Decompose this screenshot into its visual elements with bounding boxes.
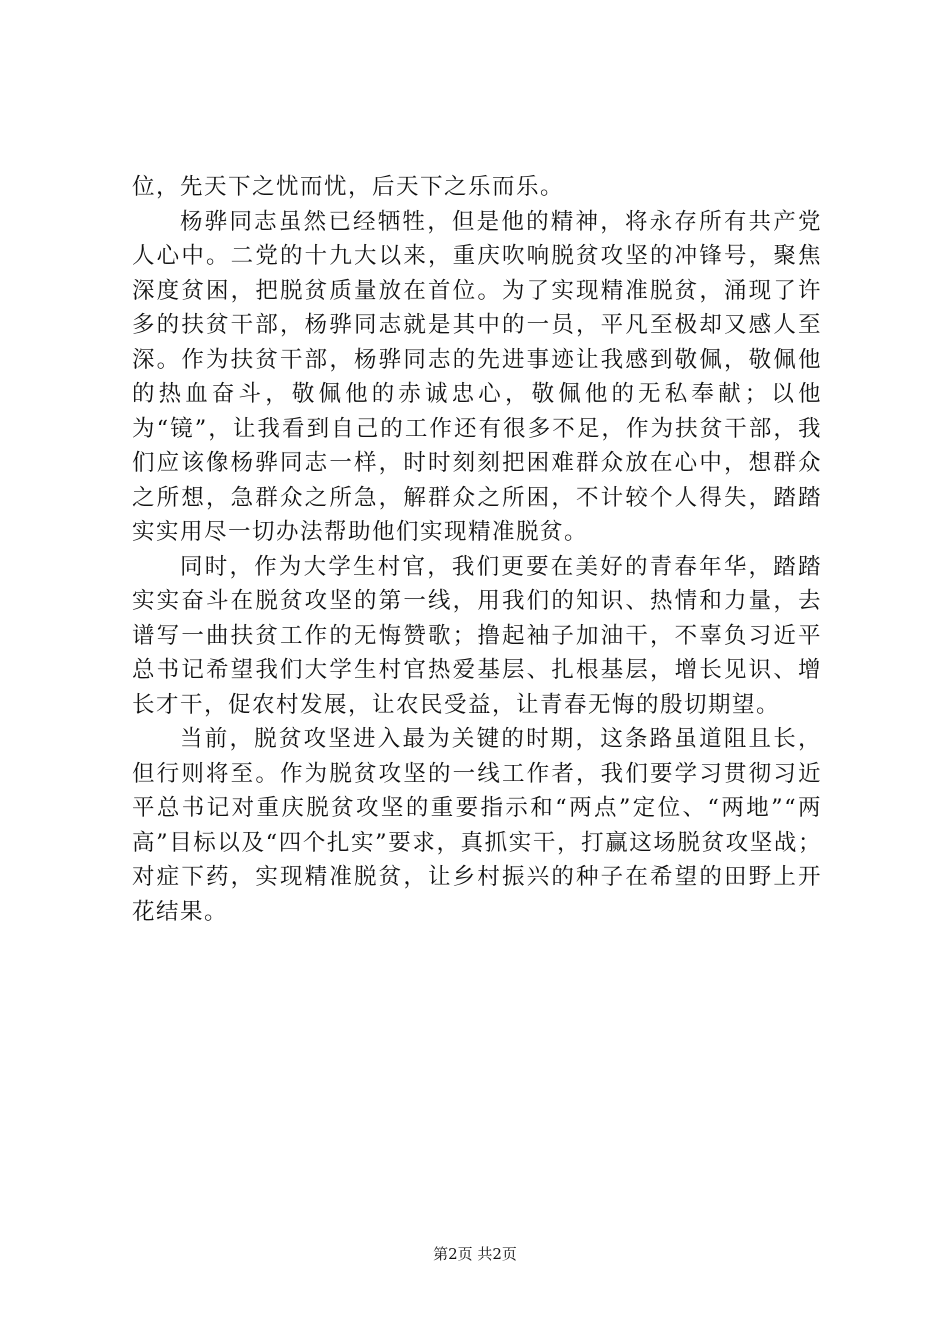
paragraph-continuation: 位，先天下之忧而忧，后天下之乐而乐。 [132,174,565,200]
paragraph-village-official: 同时，作为大学生村官，我们更要在美好的青春年华，踏踏实实奋斗在脱贫攻坚的第一线，用我们的知识、热情和力量，去谱写一曲扶贫工作的无悔赞歌；撸起袖子加油干，不辜负习近平总书记希望我们大学生村官热爱基层、扎根基层，增长见识、增长才干，促农村发展，让农民受益，让青春无悔的殷切期望。 [132,553,822,718]
document-body [132,170,822,929]
paragraph-yang-hua-spirit: 杨骅同志虽然已经牺牲，但是他的精神，将永存所有共产党人心中。二党的十九大以来，重庆吹响脱贫攻坚的冲锋号，聚焦深度贫困，把脱贫质量放在首位。为了实现精准脱贫，涌现了许多的扶贫干部，杨骅同志就是其中的一员，平凡至极却又感人至深。作为扶贫干部，杨骅同志的先进事迹让我感到敬佩，敬佩他的热血奋斗，敬佩他的赤诚忠心，敬佩他的无私奉献；以他为“镜”，让我看到自己的工作还有很多不足，作为扶贫干部，我们应该像杨骅同志一样，时时刻刻把困难群众放在心中，想群众之所想，急群众之所急，解群众之所困，不计较个人得失，踏踏实实用尽一切办法帮助他们实现精准脱贫。 [132,208,822,545]
page-number-footer: 第2页 共2页 [433,1245,517,1263]
paragraph-current-stage: 当前，脱贫攻坚进入最为关键的时期，这条路虽道阻且长，但行则将至。作为脱贫攻坚的一线工作者，我们要学习贯彻习近平总书记对重庆脱贫攻坚的重要指示和“两点”定位、“两地”“两高”目标以及“四个扎实”要求，真抓实干，打赢这场脱贫攻坚战；对症下药，实现精准脱贫，让乡村振兴的种子在希望的田野上开花结果。 [132,726,822,925]
